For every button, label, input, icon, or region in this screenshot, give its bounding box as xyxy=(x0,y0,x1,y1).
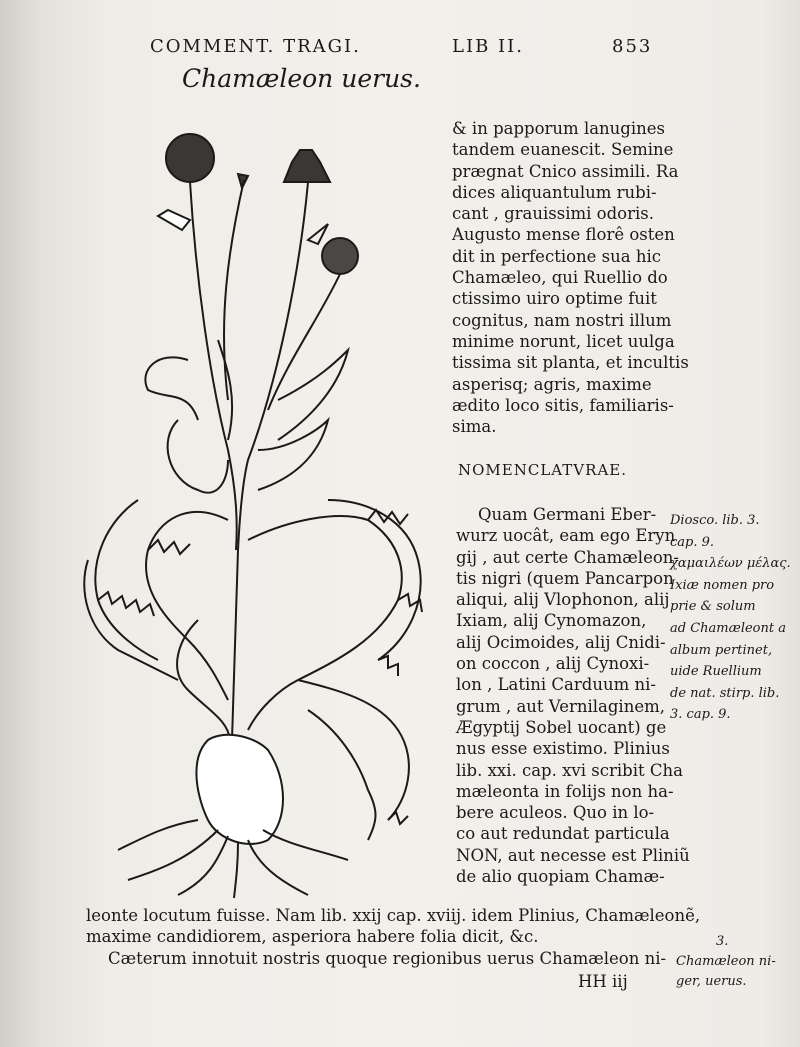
text-line: gij , aut certe Chamæleon- xyxy=(456,547,679,567)
book-number: LIB II. xyxy=(452,36,524,57)
text-line: tis nigri (quem Pancarpon xyxy=(456,568,674,588)
text-line: leonte locutum fuisse. Nam lib. xxij cap. xviij. idem Plinius, Chamæleonẽ, xyxy=(86,906,701,925)
text-line: dit in perfectione sua hic xyxy=(452,246,661,266)
text-line: NON, aut necesse est Pliniũ xyxy=(456,845,690,865)
text-column-nomenclature xyxy=(456,504,690,887)
text-line: ctissimo uiro optime fuit xyxy=(452,289,657,309)
text-line: on coccon , alij Cynoxi- xyxy=(456,654,650,674)
margin-line: ad Chamæleont a xyxy=(670,620,786,636)
signature-mark: HH iij xyxy=(578,972,628,991)
text-line: prægnat Cnico assimili. Ra xyxy=(452,161,679,181)
footnote-line: ger, uerus. xyxy=(676,974,747,989)
text-line: maxime candidiorem, asperiora habere folia dicit, &c. xyxy=(86,927,539,947)
section-heading: NOMENCLATVRAE. xyxy=(458,461,627,479)
text-line: cant , grauissimi odoris. xyxy=(452,204,654,224)
margin-line: Diosco. lib. 3. xyxy=(670,513,760,528)
text-line: ædito loco sitis, familiaris- xyxy=(452,395,674,415)
marginal-note xyxy=(670,510,791,726)
text-line: wurz uocât, eam ego Eryn xyxy=(456,526,676,546)
text-line: alij Ocimoides, alij Cnidi- xyxy=(456,632,666,652)
text-block-full-width xyxy=(86,905,700,969)
text-line: Ægyptij Sobel uocant) ge xyxy=(456,717,667,737)
margin-line: χαμαιλέων μέλας. xyxy=(670,556,791,572)
footnote-line: 3. xyxy=(716,934,729,949)
figure-caption: Chamæleon uerus. xyxy=(182,64,421,93)
margin-line: cap. 9. xyxy=(670,534,715,550)
text-line: Ixiam, alij Cynomazon, xyxy=(456,611,647,631)
footnote-line: Chamæleon ni- xyxy=(676,954,776,969)
text-line: aliqui, alij Vlophonon, alij xyxy=(456,590,670,610)
thistle-woodcut-illustration xyxy=(78,120,448,900)
text-line: de alio quopiam Chamæ- xyxy=(456,867,665,887)
text-line: lib. xxi. cap. xvi scribit Cha xyxy=(456,760,683,780)
text-line: tandem euanescit. Semine xyxy=(452,140,674,160)
text-line: Cæterum innotuit nostris quoque regionibus uerus Chamæleon ni- xyxy=(108,948,667,968)
text-line: lon , Latini Carduum ni- xyxy=(456,675,656,695)
text-column-top xyxy=(452,118,689,437)
text-line: bere aculeos. Quo in lo- xyxy=(456,803,655,823)
page-number: 853 xyxy=(612,36,653,57)
margin-line: de nat. stirp. lib. xyxy=(670,685,780,701)
text-line: cognitus, nam nostri illum xyxy=(452,310,672,330)
running-head: COMMENT. TRAGI. xyxy=(150,36,361,57)
text-line: sima. xyxy=(452,417,497,437)
text-line: co aut redundat particula xyxy=(456,824,670,844)
text-line: Quam Germani Eber- xyxy=(478,505,657,524)
margin-line: album pertinet, xyxy=(670,642,773,658)
text-line: minime norunt, licet uulga xyxy=(452,331,675,351)
text-line: asperisq; agris, maxime xyxy=(452,374,652,394)
margin-line: uide Ruellium xyxy=(670,664,762,680)
marginal-footnote xyxy=(676,932,776,992)
margin-line: Ixiæ nomen pro xyxy=(670,577,775,593)
text-line: mæleonta in folijs non ha- xyxy=(456,781,674,801)
text-line: Augusto mense florê osten xyxy=(452,225,675,245)
text-line: grum , aut Vernilaginem, xyxy=(456,696,665,716)
text-line: nus esse existimo. Plinius xyxy=(456,739,670,759)
margin-line: prie & solum xyxy=(670,599,756,615)
text-line: tissima sit planta, et incultis xyxy=(452,353,689,373)
text-line: dices aliquantulum rubi- xyxy=(452,182,657,202)
margin-line: 3. cap. 9. xyxy=(670,707,731,723)
text-line: & in papporum lanugines xyxy=(452,119,666,138)
text-line: Chamæleo, qui Ruellio do xyxy=(452,268,668,288)
